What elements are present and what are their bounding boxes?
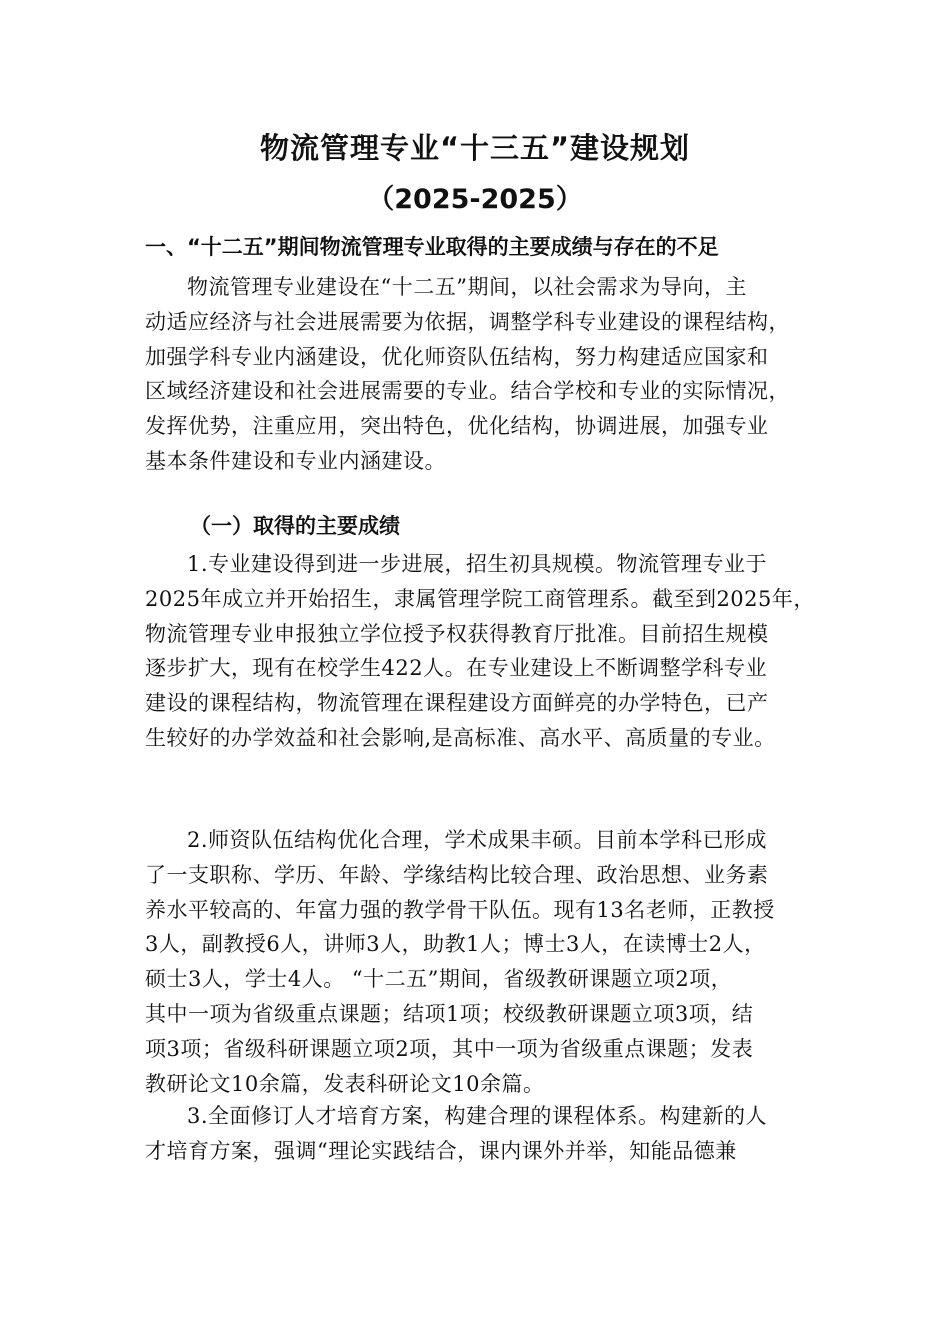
text-line: 硕士3人，学士4人。 “十二五”期间，省级教研课题立项2项， [145,967,733,992]
document-subtitle: （2025-2025） [367,184,583,215]
text-line: 动适应经济与社会进展需要为依据，调整学科专业建设的课程结构， [145,309,790,334]
text-line: 建设的课程结构，物流管理在课程建设方面鲜亮的办学特色，已产 [145,691,769,716]
text-line: 1.专业建设得到进一步进展，招生初具规模。物流管理专业于 [187,552,768,576]
text-line: 3.全面修订人才培育方案，构建合理的课程体系。构建新的人 [187,1104,768,1128]
text-line: 其中一项为省级重点课题；结项1项；校级教研课题立项3项，结 [145,1001,754,1026]
text-line: 物流管理专业建设在“十二五”期间，以社会需求为导向，主 [187,275,747,299]
intro-paragraph [145,270,810,479]
text-line: 生较好的办学效益和社会影响,是高标准、高水平、高质量的专业。 [145,725,776,750]
achievement-paragraph-3 [145,1099,810,1169]
text-line: 2.师资队伍结构优化合理，学术成果丰硕。目前本学科已形成 [187,828,768,852]
text-line: 加强学科专业内涵建设，优化师资队伍结构，努力构建适应国家和 [145,344,769,369]
text-line: 了一支职称、学历、年龄、学缘结构比较合理、政治思想、业务素 [145,862,769,887]
document-title: 物流管理专业“十三五”建设规划 [259,131,691,165]
text-line: 才培育方案，强调“理论实践结合，课内课外并举，知能品德兼 [145,1138,737,1163]
section-heading: 一、“十二五”期间物流管理专业取得的主要成绩与存在的不足 [145,235,719,259]
achievement-paragraph-2 [145,823,810,1101]
text-line: 2025年成立并开始招生，隶属管理学院工商管理系。截至到2025年， [145,586,815,611]
text-line: 教研论文10余篇，发表科研论文10余篇。 [145,1071,545,1096]
text-line: 逐步扩大，现有在校学生422人。在专业建设上不断调整学科专业 [145,656,768,681]
text-line: 养水平较高的、年富力强的教学骨干队伍。现有13名老师，正教授 [145,897,775,922]
text-line: 3人，副教授6人，讲师3人，助教1人；博士3人，在读博士2人， [145,932,766,957]
text-line: 基本条件建设和专业内涵建设。 [145,448,446,473]
text-line: 发挥优势，注重应用，突出特色，优化结构，协调进展，加强专业 [145,414,769,439]
text-line: 物流管理专业申报独立学位授予权获得教育厅批准。目前招生规模 [145,621,769,646]
text-line: 区域经济建设和社会进展需要的专业。结合学校和专业的实际情况， [145,379,790,404]
subsection-heading: （一）取得的主要成绩 [190,514,400,538]
text-line: 项3项；省级科研课题立项2项，其中一项为省级重点课题；发表 [145,1036,754,1061]
achievement-paragraph-1 [145,547,815,756]
